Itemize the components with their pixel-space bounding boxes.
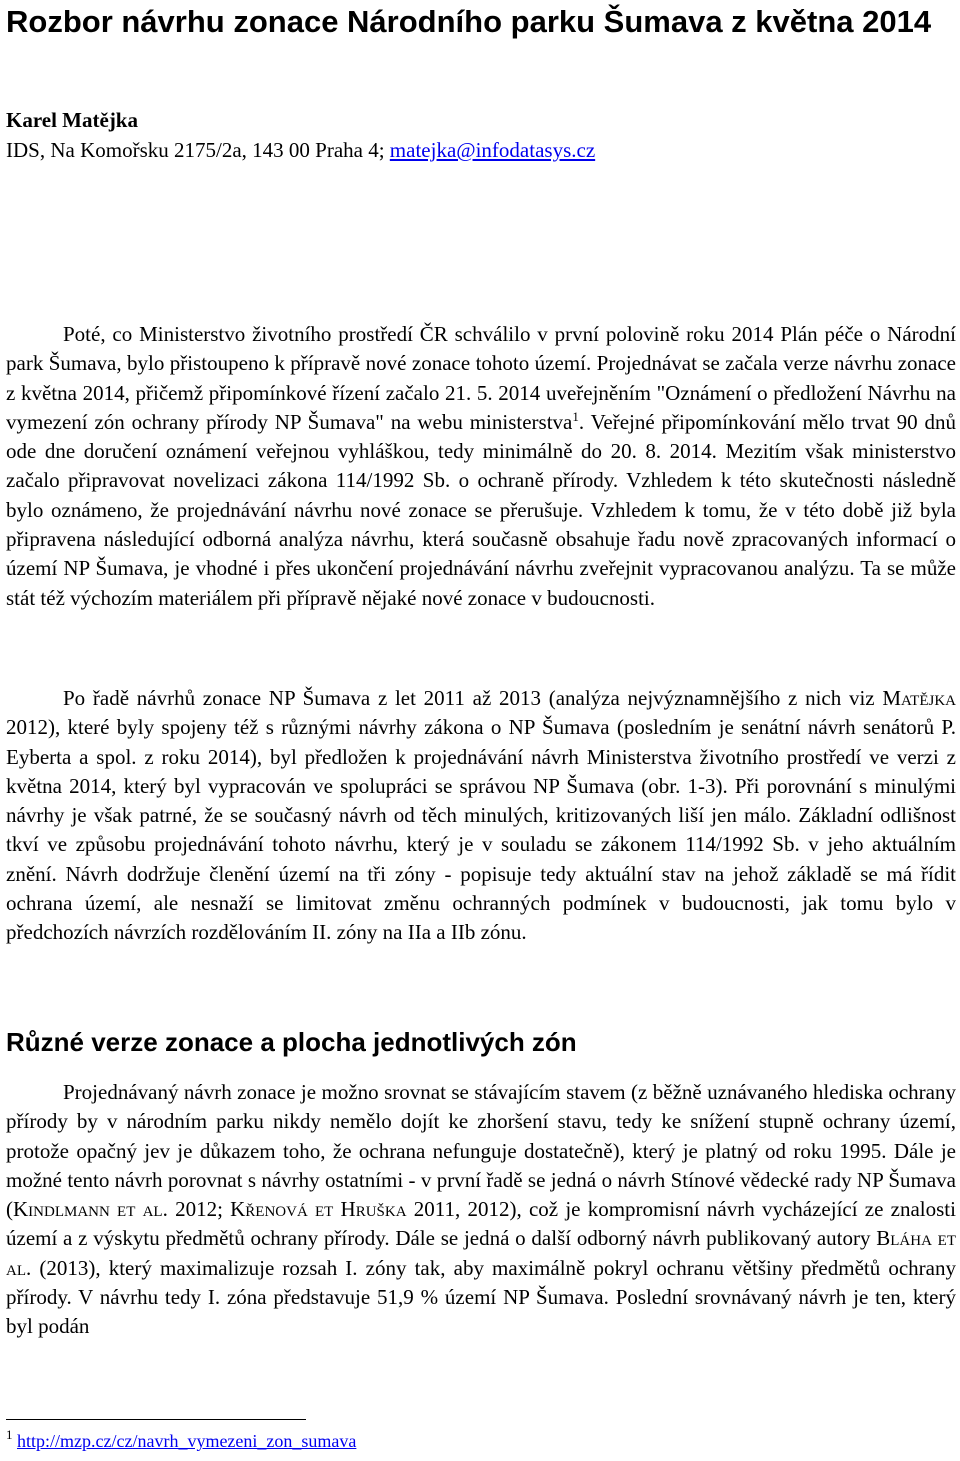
paragraph-zonation-comparison: [6, 1078, 956, 1342]
footnote-ref[interactable]: 1: [572, 408, 579, 424]
paragraph-intro: [6, 320, 956, 613]
paragraph-text: 2012;: [167, 1197, 231, 1222]
footnote-divider: [6, 1419, 306, 1420]
author-affiliation: [6, 138, 595, 163]
paragraph-text: Poté, co Ministerstvo životního prostředí ČR schválilo v první polovině roku 2014 Plán péče o Národní park Šumava, bylo přistoupeno k přípravě nové zonace tohoto území. Projednávat se začala verze návrhu zonace z května 2014, přičemž připomínkové řízení začalo 21. 5. 2014 uveřejněním "Oznámení o předložení Návrhu na vymezení zón ochrany přírody NP Šumava" na webu ministerstva: [6, 322, 956, 434]
affiliation-address: IDS, Na Komořsku 2175/2a, 143 00 Praha 4;: [6, 138, 390, 162]
citation-author: Křenová et Hruška: [230, 1197, 407, 1222]
section-heading: Různé verze zonace a plocha jednotlivých zón: [6, 1027, 577, 1057]
paragraph-text: (2013), který maximalizuje rozsah I. zóny tak, aby maximálně pokryl ochranu většiny předmětů ochrany přírody. V návrhu tedy I. zóna představuje 51,9 % území NP Šumava. Poslední srovnávaný návrh je ten, který byl podán: [6, 1255, 956, 1339]
paragraph-text: Projednávaný návrh zonace je možno srovnat se stávajícím stavem (z běžně uznávaného hlediska ochrany přírody by v národním parku nikdy nemělo dojít ke zhoršení stavu, tedy ke snížení stupně ochrany území, protože opačný jev je důkazem toho, že ochrana nefunguje dostatečně), který je platný od roku 1995. Dále je možné tento návrh porovnat s návrhy ostatními - v první řadě se jedná o návrh Stínové vědecké rady NP Šumava (: [6, 1080, 956, 1222]
paragraph-previous-proposals: [6, 684, 956, 948]
paragraph-text: . Veřejné připomínkování mělo trvat 90 dnů ode dne doručení oznámení veřejnou vyhláškou, tedy minimálně do 20. 8. 2014. Mezitím však ministerstvo začalo připravovat novelizaci zákona 114/1992 Sb. o ochraně přírody. Vzhledem k této skutečnosti následně bylo oznámeno, že projednávání návrhu nové zonace se přerušuje. Vzhledem k tomu, že v této době již byla připravena následující odborná analýza návrhu, která současně obsahuje řadu nově zpracovaných informací o území NP Šumava, je vhodné i přes ukončení projednávání návrhu zveřejnit vypracovanou analýzu. Ta se může stát též výchozím materiálem při přípravě nějaké nové zonace v budoucnosti.: [6, 409, 956, 610]
author-email-link[interactable]: matejka@infodatasys.cz: [389, 138, 596, 162]
citation-author: Kindlmann et al.: [13, 1197, 168, 1222]
document-title: Rozbor návrhu zonace Národního parku Šumava z května 2014: [6, 4, 932, 39]
paragraph-text: 2012), které byly spojeny též s různými návrhy zákona o NP Šumava (posledním je senátní návrh senátorů P. Eyberta a spol. z roku 2014), byl předložen k projednávání návrh Ministerstva životního prostředí ve verzi z května 2014, který byl vypracován ve spolupráci se správou NP Šumava (obr. 1-3). Při porovnání s minulými návrhy je však patrné, že se současný návrh od těch minulých, kritizovaných liší jen málo. Základní odlišnost tkví ve způsobu projednávání tohoto návrhu, který je v souladu se zákonem 114/1992 Sb. v jeho aktuálním znění. Návrh dodržuje členění území na tři zóny - popisuje tedy aktuální stav na jehož základě se má řídit ochrana území, ale nesnaží se limitovat změnu ochranných podmínek v budoucnosti, jak tomu bylo v předchozích návrzích rozdělováním II. zóny na IIa a IIb zónu.: [6, 715, 956, 945]
author-name: Karel Matějka: [6, 108, 138, 132]
paragraph-text: 2011, 2012), což je kompromisní návrh vycházející ze znalosti území a z výskytu předmětů ochrany přírody. Dále se jedná o další odborný návrh publikovaný autory: [6, 1197, 956, 1251]
footnote: [6, 1427, 357, 1452]
citation-author: Matějka: [882, 686, 956, 710]
citation-author: Bláha et al.: [6, 1226, 956, 1280]
footnote-mark: 1: [6, 1427, 13, 1442]
paragraph-text: Po řadě návrhů zonace NP Šumava z let 2011 až 2013 (analýza nejvýznamnějšího z nich viz: [63, 686, 883, 710]
footnote-link[interactable]: http://mzp.cz/cz/navrh_vymezeni_zon_sumava: [17, 1431, 357, 1451]
